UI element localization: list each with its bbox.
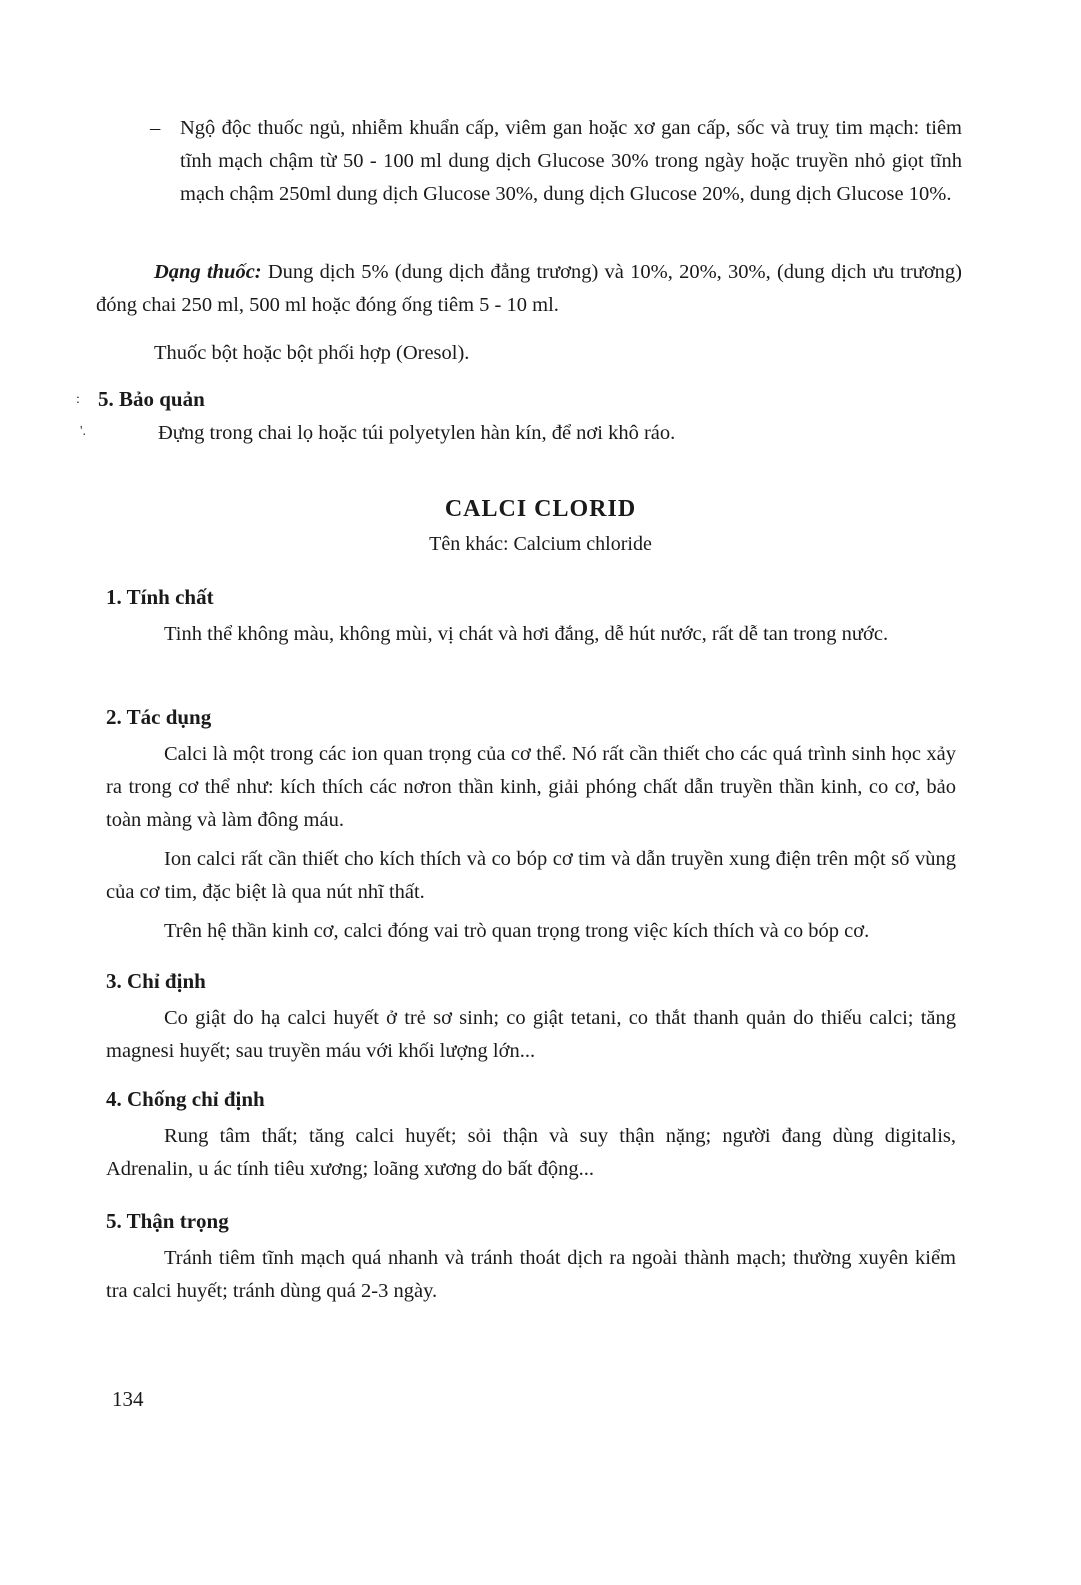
section-heading-storage: 5. Bảo quản [98, 387, 205, 411]
section-paragraph: Co giật do hạ calci huyết ở trẻ sơ sinh; co giật tetani, co thắt thanh quản do thiếu calci; tăng magnesi huyết; sau truyền máu với khối lượng lớn... [106, 1007, 956, 1062]
drug-subtitle: Tên khác: Calcium chloride [429, 533, 652, 555]
bullet-item-glucose-dosage [150, 112, 962, 211]
section-properties [106, 582, 956, 651]
section-heading: 3. Chỉ định [106, 969, 206, 993]
section-paragraph: Tránh tiêm tĩnh mạch quá nhanh và tránh thoát dịch ra ngoài thành mạch; thường xuyên kiểm tra calci huyết; tránh dùng quá 2-3 ngày. [106, 1247, 956, 1302]
section-indications [106, 966, 956, 1068]
page-number: 134 [112, 1387, 144, 1411]
dosage-form-text: Dung dịch 5% (dung dịch đẳng trương) và 10%, 20%, 30%, (dung dịch ưu trương) đóng chai 250 ml, 500 ml hoặc đóng ống tiêm 5 - 10 ml. [96, 261, 962, 316]
oresol-paragraph: Thuốc bột hoặc bột phối hợp (Oresol). [154, 342, 470, 364]
section-heading: 1. Tính chất [106, 585, 214, 609]
dosage-form-label: Dạng thuốc: [154, 261, 262, 283]
dosage-form-paragraph [96, 256, 962, 322]
section-effects [106, 702, 956, 948]
scan-mark: : [76, 392, 80, 407]
scan-mark: '. [80, 424, 87, 439]
section-precautions [106, 1206, 956, 1308]
section-paragraph: Calci là một trong các ion quan trọng của cơ thể. Nó rất cần thiết cho các quá trình sinh học xảy ra trong cơ thể như: kích thích các nơron thần kinh, giải phóng chất dẫn truyền thần kinh, co cơ, bảo toàn màng và làm đông máu. [106, 743, 956, 831]
section-heading: 4. Chống chỉ định [106, 1087, 265, 1111]
section-paragraph: Tinh thể không màu, không mùi, vị chát và hơi đắng, dễ hút nước, rất dễ tan trong nước. [164, 623, 889, 645]
section-paragraph: Ion calci rất cần thiết cho kích thích và co bóp cơ tim và dẫn truyền xung điện trên một số vùng của cơ tim, đặc biệt là qua nút nhĩ thất. [106, 848, 956, 903]
section-paragraph: Rung tâm thất; tăng calci huyết; sỏi thận và suy thận nặng; người đang dùng digitalis, Adrenalin, u ác tính tiêu xương; loãng xương do bất động... [106, 1125, 956, 1180]
section-paragraph: Trên hệ thần kinh cơ, calci đóng vai trò quan trọng trong việc kích thích và co bóp cơ. [164, 920, 870, 942]
section-contraindications [106, 1084, 956, 1186]
drug-title: CALCI CLORID [444, 496, 637, 522]
bullet-text: Ngộ độc thuốc ngủ, nhiễm khuẩn cấp, viêm gan hoặc xơ gan cấp, sốc và truỵ tim mạch: tiêm tĩnh mạch chậm từ 50 - 100 ml dung dịch Glucose 30% trong ngày hoặc truyền nhỏ giọt tĩnh mạch chậm 250ml dung dịch Glucose 30%, dung dịch Glucose 20%, dung dịch Glucose 10%. [180, 117, 962, 205]
storage-paragraph: Đựng trong chai lọ hoặc túi polyetylen hàn kín, để nơi khô ráo. [158, 422, 676, 444]
bullet-dash: – [150, 117, 161, 139]
section-heading: 5. Thận trọng [106, 1209, 229, 1233]
section-heading: 2. Tác dụng [106, 705, 212, 729]
